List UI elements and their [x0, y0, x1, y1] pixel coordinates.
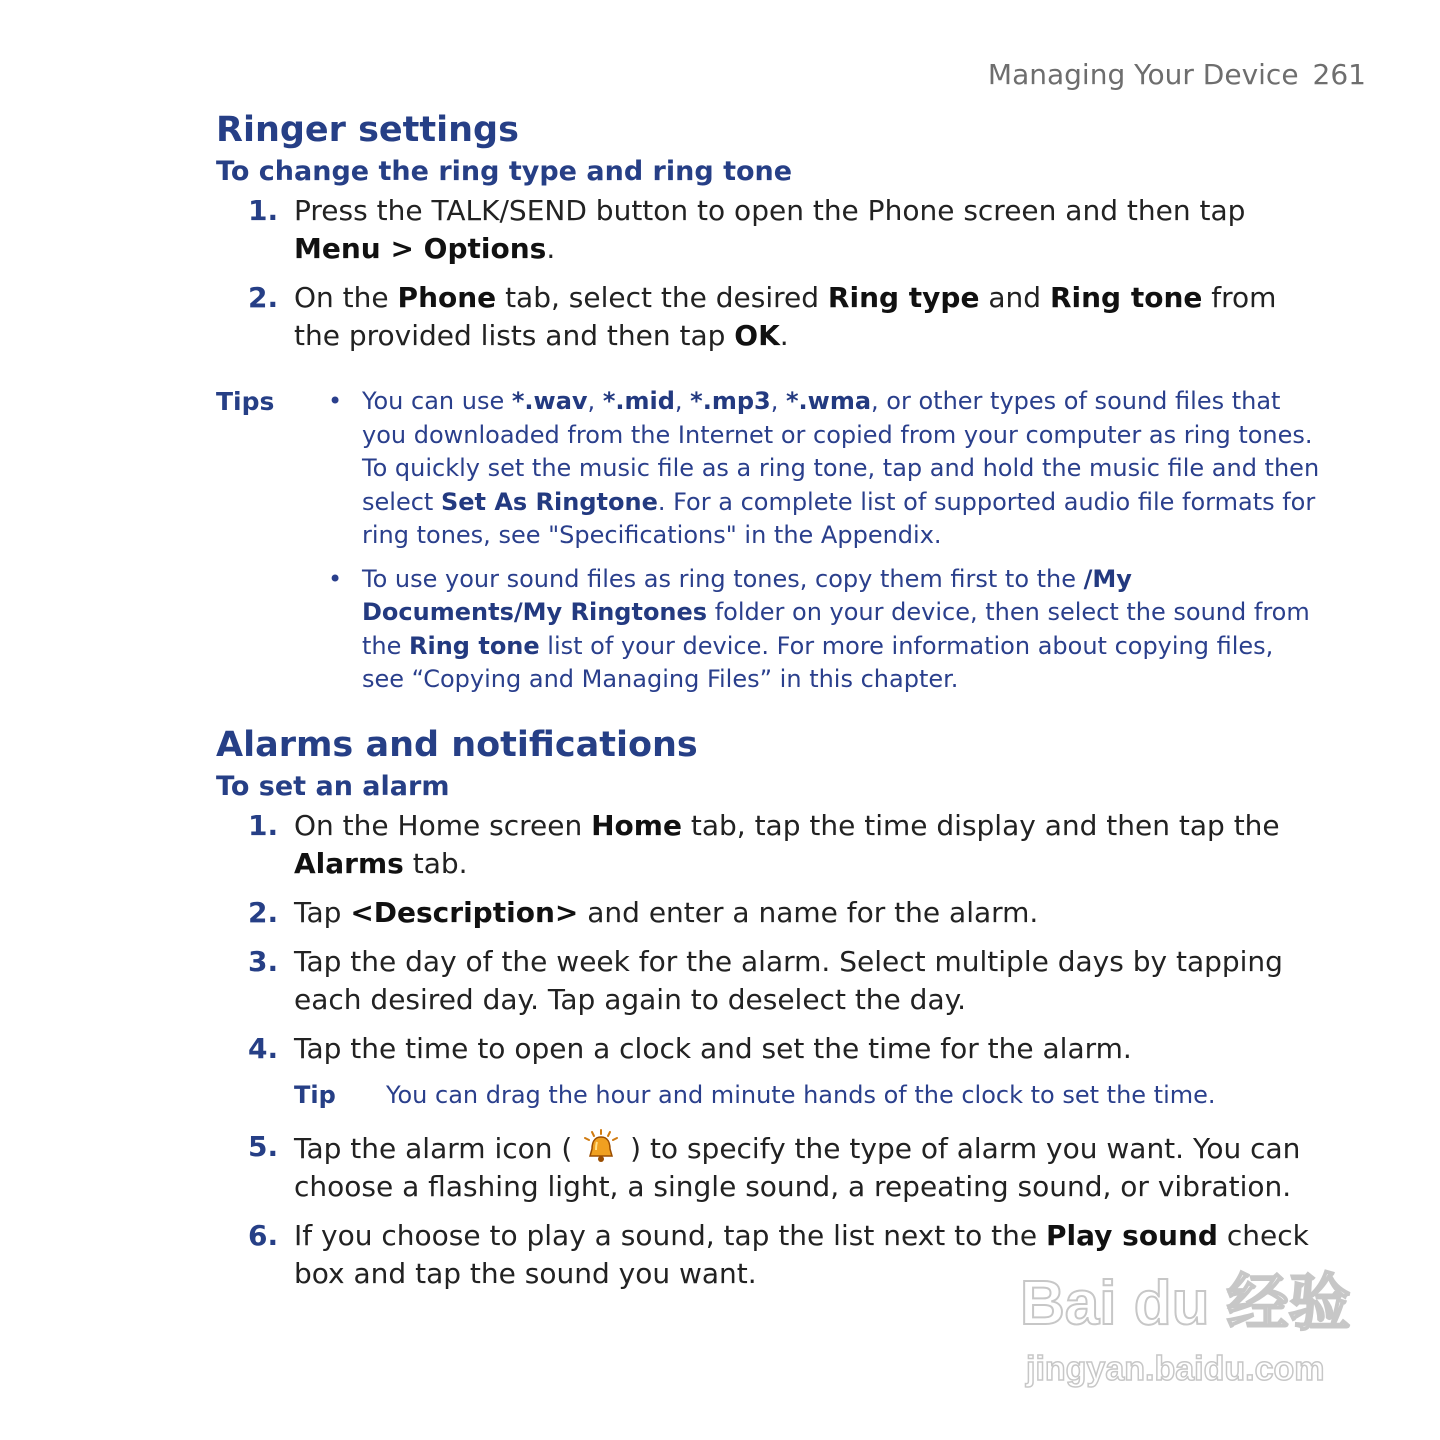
- ringer-subheading: To change the ring type and ring tone: [216, 156, 793, 187]
- alarms-tab-label: Alarms: [294, 846, 404, 880]
- step-text: On the Home screen: [294, 808, 592, 842]
- alarm-step-1: [216, 807, 1324, 883]
- ring-tone-label: Ring tone: [1049, 281, 1203, 314]
- step-text: .: [779, 319, 789, 352]
- watermark-logo-text: Bai du 经验: [1020, 1269, 1351, 1338]
- menu-options-label: Menu > Options: [294, 232, 547, 265]
- alarm-step-3: [216, 943, 1324, 1019]
- play-sound-label: Play sound: [1046, 1218, 1218, 1252]
- page-number: 261: [1312, 58, 1366, 91]
- step-number: 5.: [248, 1129, 279, 1163]
- tip-item-1: [328, 385, 1322, 553]
- page-header: [988, 58, 1366, 91]
- tip-text: , or other types of sound files that you downloaded from the Internet or copied from your computer as ring tones. To quickly set the music file as a ring tone, tap and hold the music file and then select: [362, 387, 1320, 516]
- alarm-step-5: [216, 1128, 1324, 1206]
- ringer-settings-heading: Ringer settings: [216, 110, 519, 150]
- tip-text: You can drag the hour and minute hands of the clock to set the time.: [386, 1080, 1216, 1109]
- phone-tab-label: Phone: [397, 281, 497, 314]
- step-number: 1.: [248, 808, 279, 842]
- alarm-subheading: To set an alarm: [216, 770, 450, 802]
- step-text: tab, tap the time display and then tap the: [681, 808, 1280, 842]
- step-text: ) to specify the type of alarm you want. You can choose a flashing light, a single sound, a repeating sound, or vibration.: [294, 1131, 1301, 1203]
- ok-label: OK: [734, 319, 780, 352]
- step-text: Tap: [294, 895, 351, 929]
- separator: ,: [587, 387, 603, 415]
- page-content: [216, 106, 1346, 1304]
- step-number: 1.: [248, 194, 279, 227]
- alarm-step-4: [216, 1030, 1324, 1068]
- step-text: Tap the time to open a clock and set the time for the alarm.: [294, 1031, 1132, 1065]
- header-title: Managing Your Device: [987, 58, 1299, 91]
- step-number: 4.: [248, 1031, 279, 1065]
- step-text: Tap the day of the week for the alarm. Select multiple days by tapping each desired day. Tap again to deselect the day.: [294, 944, 1283, 1016]
- alarm-bell-icon: [581, 1128, 621, 1166]
- step-text: and enter a name for the alarm.: [578, 895, 1039, 929]
- mid-format: *.mid: [602, 387, 675, 415]
- alarm-step-6: [216, 1217, 1324, 1293]
- step-text: Press the TALK/SEND button to open the Phone screen and then tap: [294, 194, 1246, 227]
- clock-tip: [216, 1078, 1346, 1112]
- wma-format: *.wma: [786, 387, 872, 415]
- mp3-format: *.mp3: [690, 387, 771, 415]
- separator: ,: [674, 387, 691, 415]
- tips-block: [216, 385, 1322, 697]
- step-number: 2.: [248, 895, 279, 929]
- watermark-url-text: jingyan.baidu.com: [1026, 1350, 1325, 1388]
- tips-label: Tips: [216, 387, 275, 416]
- step-text: Tap the alarm icon (: [294, 1131, 582, 1165]
- tip-label: Tip: [294, 1080, 336, 1109]
- ring-type-label: Ring type: [827, 281, 980, 314]
- bullet: •: [328, 564, 343, 593]
- ringer-step-1: [216, 192, 1324, 268]
- ringtones-folder-path: /My Documents/My Ringtones: [362, 564, 1132, 626]
- tip-text: folder on your device, then select the sound from the: [362, 598, 1310, 660]
- ringer-steps: [216, 192, 1346, 355]
- step-text: .: [546, 232, 556, 265]
- home-tab-label: Home: [591, 808, 682, 842]
- bullet: •: [328, 387, 343, 415]
- set-as-ringtone-label: Set As Ringtone: [440, 487, 658, 516]
- step-number: 6.: [248, 1218, 279, 1252]
- separator: ,: [770, 387, 786, 415]
- ringer-step-2: [216, 279, 1324, 355]
- tip-item-2: [328, 563, 1322, 697]
- tip-text: list of your device. For more information about copying files, see “Copying and Managing Files” in this chapter.: [362, 631, 1274, 693]
- description-label: <Description>: [350, 895, 579, 929]
- step-text: On the: [294, 281, 398, 314]
- step-number: 2.: [248, 281, 279, 314]
- alarm-steps: [216, 807, 1346, 1293]
- step-text: tab, select the desired: [496, 281, 828, 314]
- step-text: check box and tap the sound you want.: [294, 1218, 1309, 1290]
- step-text: If you choose to play a sound, tap the list next to the: [294, 1218, 1046, 1252]
- ring-tone-list-label: Ring tone: [409, 631, 540, 660]
- step-text: tab.: [403, 846, 468, 880]
- step-number: 3.: [248, 944, 279, 978]
- tip-text: To use your sound files as ring tones, copy them first to the: [362, 564, 1084, 593]
- step-text: from the provided lists and then tap: [294, 281, 1277, 352]
- tip-text: You can use: [362, 387, 512, 415]
- tip-text: . For a complete list of supported audio file formats for ring tones, see "Specifications" in the Appendix.: [362, 487, 1316, 549]
- step-text: and: [979, 281, 1050, 314]
- wav-format: *.wav: [511, 387, 588, 415]
- alarms-heading: Alarms and notifications: [216, 724, 698, 765]
- alarm-step-2: [216, 894, 1324, 932]
